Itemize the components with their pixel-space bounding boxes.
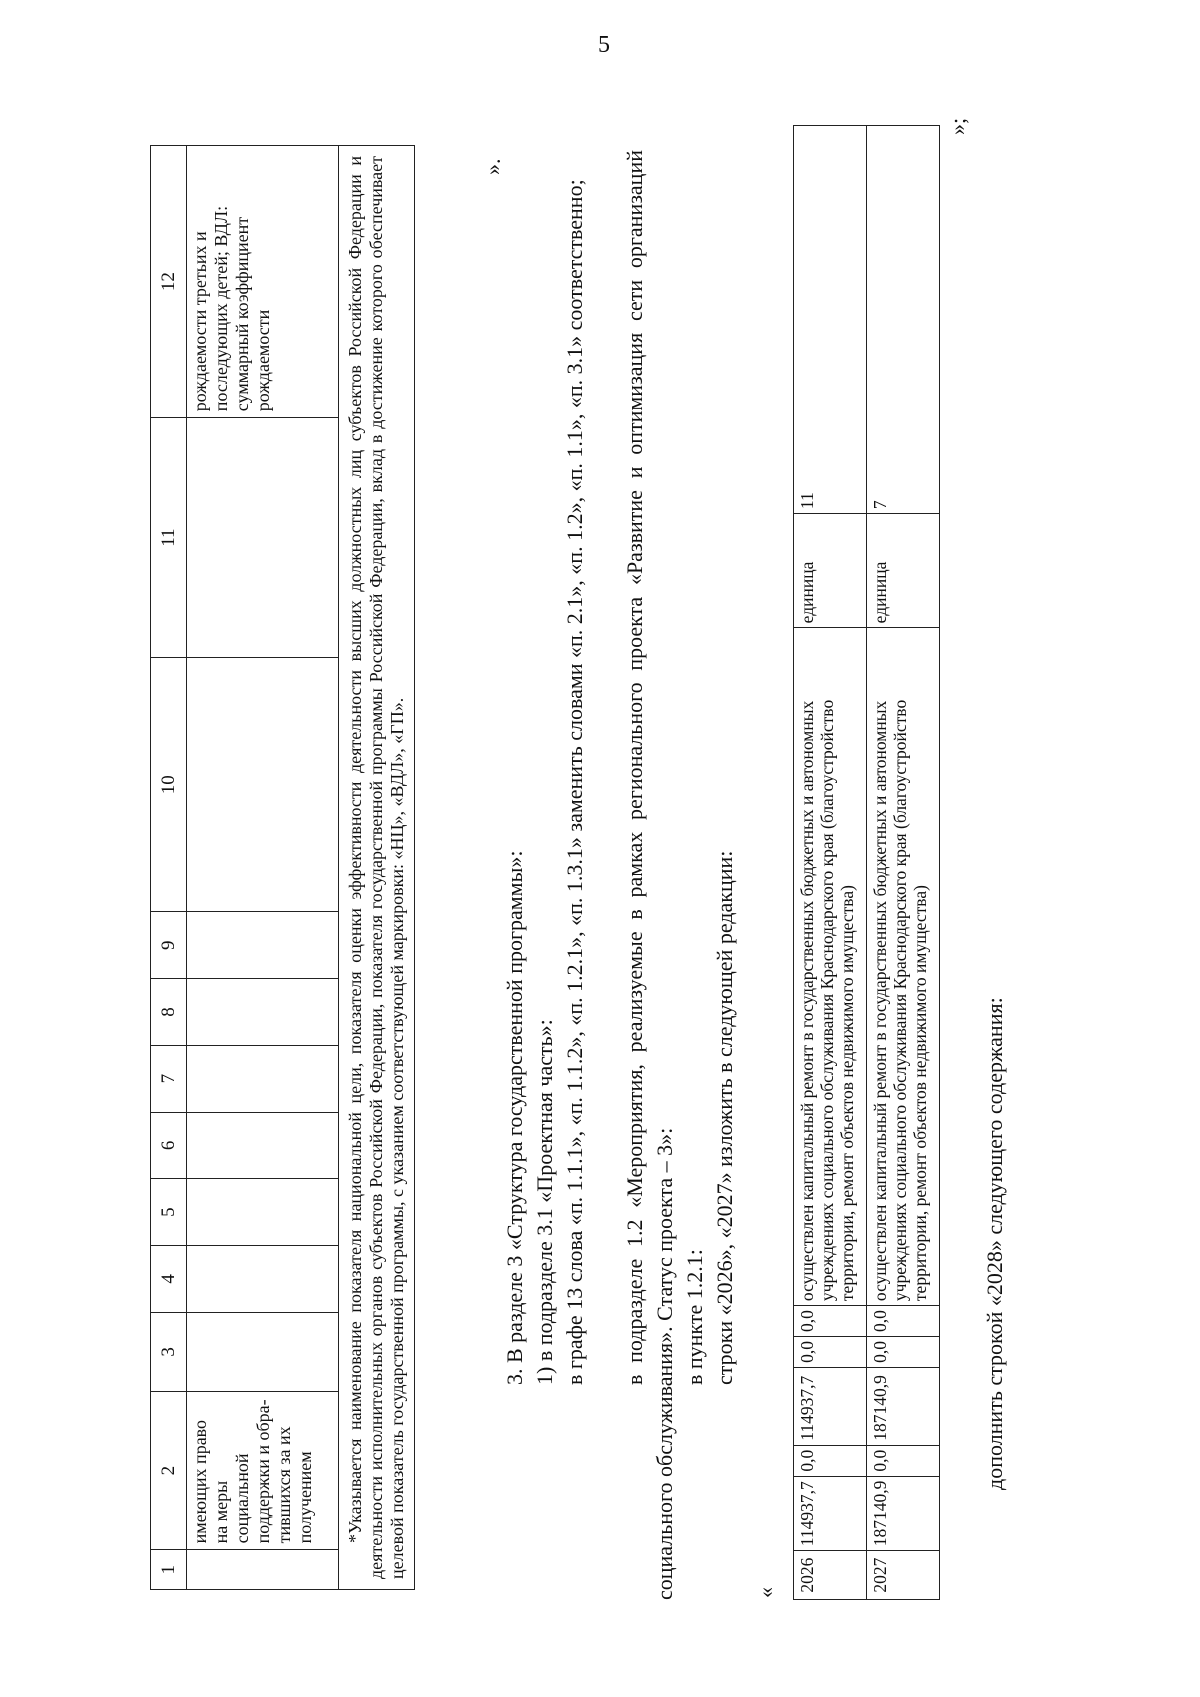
closing-quote: »; bbox=[945, 117, 970, 135]
amount-cell: 0,0 bbox=[794, 1445, 867, 1476]
table-cell bbox=[187, 1045, 339, 1112]
table-cell: рождаемости третьих и последующих детей; ВДЛ: суммарный коэффициент рождаемости bbox=[187, 146, 339, 418]
column-header: 2 bbox=[151, 1391, 187, 1549]
paragraph-subsection-3-1: 1) в подразделе 3.1 «Проектная часть»: bbox=[532, 1019, 557, 1385]
unit-cell: единица bbox=[794, 514, 867, 628]
table-row bbox=[794, 126, 867, 1600]
quantity-cell: 11 bbox=[794, 126, 867, 514]
amount-cell: 114937,7 bbox=[794, 1476, 867, 1551]
amount-cell: 114937,7 bbox=[794, 1367, 867, 1445]
footnote-text: *Указывается наименование показателя национальной цели, показателя оценки эффективности деятельности высших должностных лиц субъектов Российской Федерации и деятельности исполнительных органов субъектов Российской Федерации, показателя государственной программы Российской Федерации, вклад в достижение которого обеспечивает целевой показатель государственной программы, с указанием соответствующей маркировки: «НЦ», «ВДЛ», «ГП». bbox=[345, 156, 407, 1579]
table-cell bbox=[187, 1245, 339, 1312]
quantity-cell: 7 bbox=[867, 126, 940, 514]
column-header: 4 bbox=[151, 1245, 187, 1312]
year-cell: 2026 bbox=[794, 1551, 867, 1600]
amount-cell: 0,0 bbox=[867, 1445, 940, 1476]
column-header: 1 bbox=[151, 1550, 187, 1590]
paragraph-column-13: в графе 13 слова «п. 1.1.1», «п. 1.1.2», «п. 1.2.1», «п. 1.3.1» заменить словами «п. 2.1», «п. 1.2», «п. 1.1», «п. 3.1» соответственно; bbox=[562, 179, 587, 1385]
unit-cell: единица bbox=[867, 514, 940, 628]
financing-table bbox=[793, 125, 940, 1600]
description-cell: осуществлен капитальный ремонт в государственных бюджетных и автономных учреждениях социального обслуживания Краснодарского края (благоустройство территории, ремонт объектов недвижимого имущества) bbox=[794, 628, 867, 1306]
table-cell: имеющих право на меры социальной поддержки и обратившихся за их получением bbox=[187, 1391, 339, 1549]
amount-cell: 187140,9 bbox=[867, 1367, 940, 1445]
rotated-content bbox=[150, 100, 1010, 1600]
table-cell bbox=[187, 1179, 339, 1246]
amount-cell: 0,0 bbox=[867, 1336, 940, 1367]
column-header: 9 bbox=[151, 912, 187, 979]
paragraph-rows-2026-2027: строки «2026», «2027» изложить в следующей редакции: bbox=[712, 850, 737, 1385]
table-cell bbox=[187, 912, 339, 979]
column-header: 7 bbox=[151, 1045, 187, 1112]
column-header: 12 bbox=[151, 146, 187, 418]
paragraph-subsection-1-2: в подразделе 1.2 «Мероприятия, реализуемые в рамках регионального проекта «Развитие и оптимизация сети организаций социального обслуживания». Статус проекта – 3»: bbox=[622, 150, 677, 1600]
column-header: 6 bbox=[151, 1112, 187, 1179]
column-header: 3 bbox=[151, 1312, 187, 1391]
closing-quote: ». bbox=[480, 158, 505, 175]
year-cell: 2027 bbox=[867, 1551, 940, 1600]
indicators-table bbox=[150, 145, 415, 1590]
table-cell bbox=[187, 979, 339, 1046]
footnote bbox=[339, 146, 415, 1590]
table-cell bbox=[187, 1112, 339, 1179]
amount-cell: 0,0 bbox=[794, 1336, 867, 1367]
opening-quote: « bbox=[753, 1587, 778, 1598]
table-cell bbox=[187, 1312, 339, 1391]
table-cell bbox=[187, 657, 339, 911]
table-row bbox=[867, 126, 940, 1600]
footnote-row bbox=[339, 146, 415, 1590]
paragraph-section-3: 3. В разделе 3 «Структура государственной программы»: bbox=[502, 850, 527, 1385]
table-header-row bbox=[151, 146, 187, 1590]
column-header: 8 bbox=[151, 979, 187, 1046]
amount-cell: 0,0 bbox=[794, 1306, 867, 1337]
column-header: 10 bbox=[151, 657, 187, 911]
paragraph-item-1-2-1: в пункте 1.2.1: bbox=[682, 1249, 707, 1385]
amount-cell: 0,0 bbox=[867, 1306, 940, 1337]
amount-cell: 187140,9 bbox=[867, 1476, 940, 1551]
description-cell: осуществлен капитальный ремонт в государственных бюджетных и автономных учреждениях социального обслуживания Краснодарского края (благоустройство территории, ремонт объектов недвижимого имущества) bbox=[867, 628, 940, 1306]
column-header: 5 bbox=[151, 1179, 187, 1246]
page-number: 5 bbox=[598, 32, 610, 58]
paragraph-row-2028: дополнить строкой «2028» следующего содержания: bbox=[982, 997, 1007, 1490]
table-cell bbox=[187, 1550, 339, 1590]
table-cell bbox=[187, 418, 339, 658]
table-row bbox=[187, 146, 339, 1590]
column-header: 11 bbox=[151, 418, 187, 658]
